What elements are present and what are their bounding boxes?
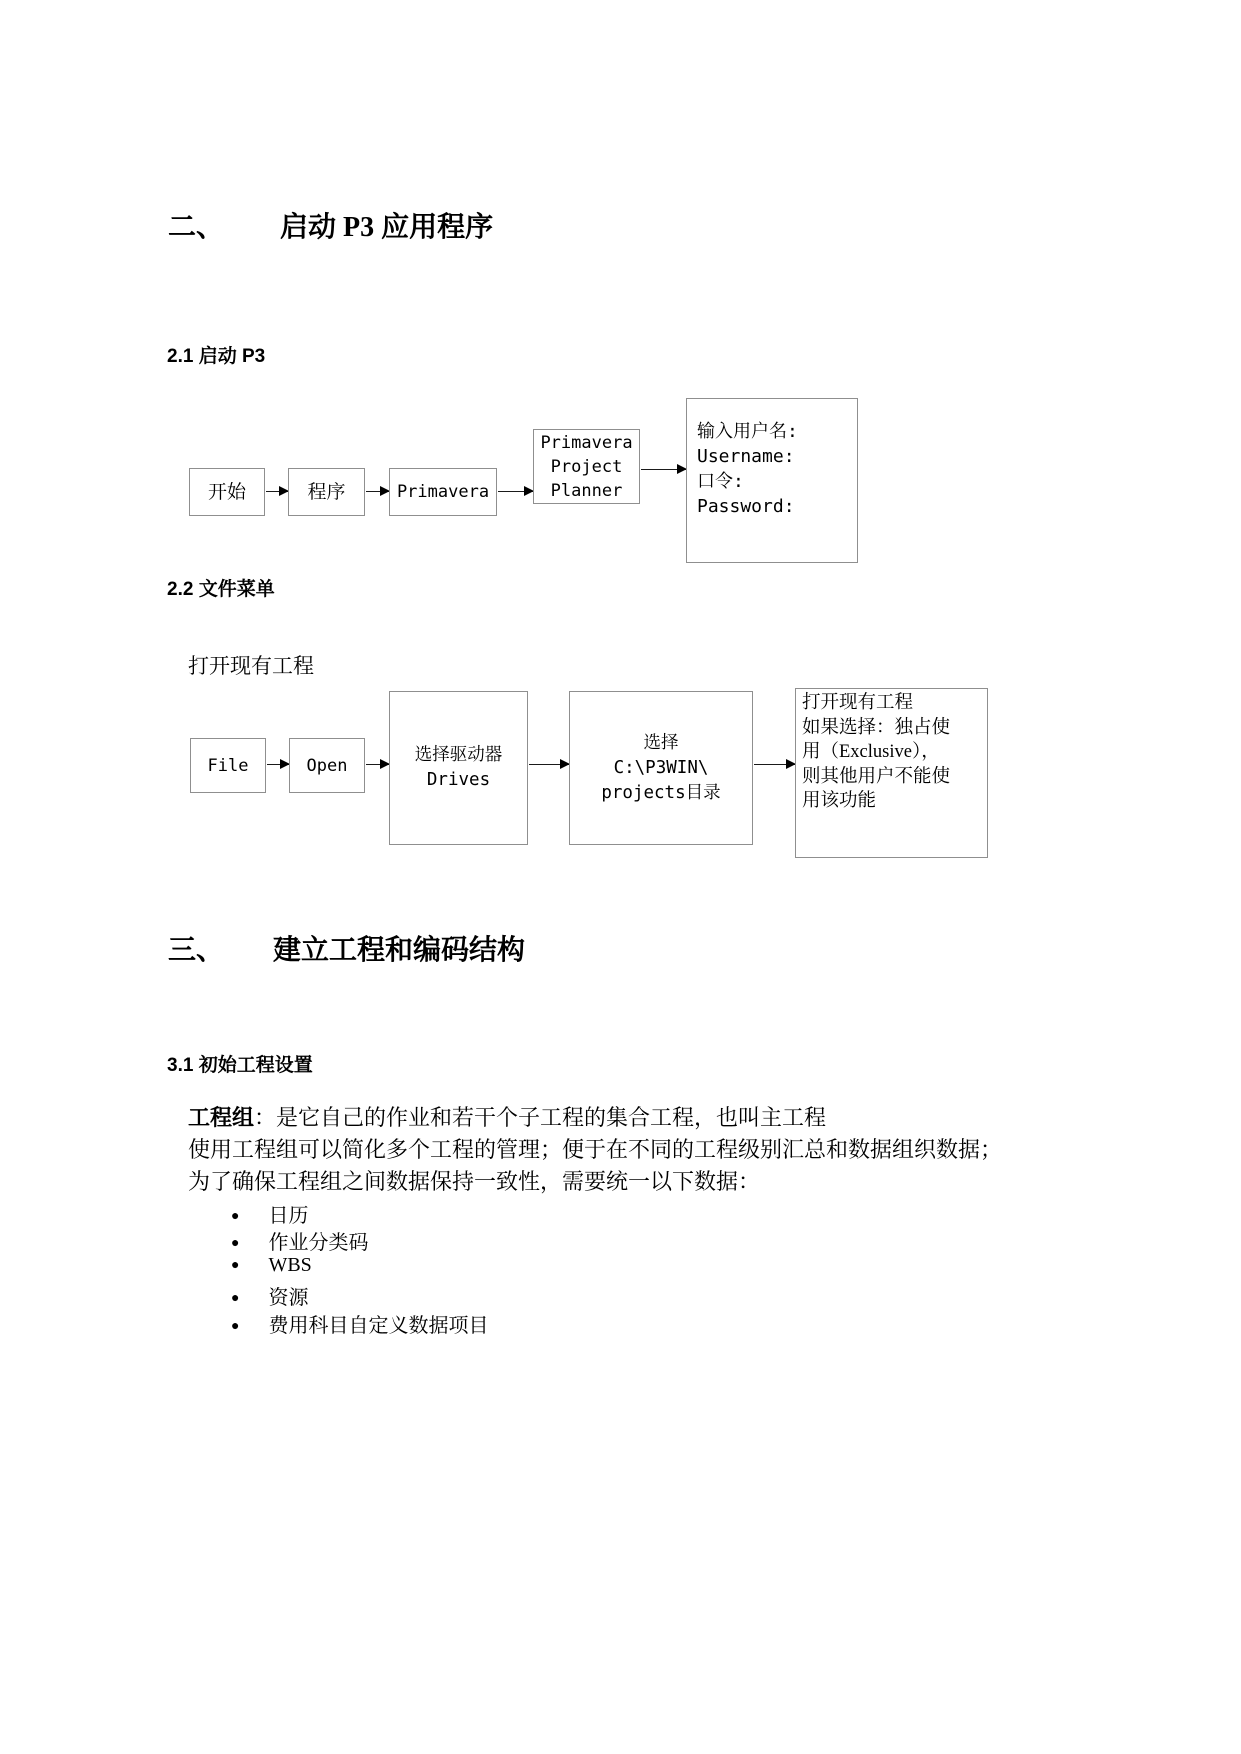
- paragraph-line: 为了确保工程组之间数据保持一致性，需要统一以下数据：: [188, 1169, 761, 1194]
- subsection-heading-2-2: 2.2 文件菜单: [167, 579, 275, 600]
- paragraph-line: 工程组：是它自己的作业和若干个子工程的集合工程，也叫主工程: [188, 1105, 827, 1130]
- arrow-right-icon: [366, 764, 389, 765]
- box-text-line: Password:: [697, 496, 795, 517]
- section-heading-3: [168, 928, 525, 968]
- bullet-text: 资源: [268, 1287, 309, 1310]
- flowchart-box-programs: [288, 468, 365, 516]
- arrow-right-icon: [498, 491, 533, 492]
- flowchart-box-drives: [389, 691, 528, 845]
- flowchart-box-start: [189, 468, 265, 516]
- bullet-list: [231, 1199, 488, 1336]
- term-project-group: 工程组: [188, 1105, 255, 1130]
- list-item: [231, 1309, 488, 1336]
- flowchart-box-directory: [569, 691, 753, 845]
- bullet-icon: ●: [231, 1257, 240, 1273]
- box-text-line: 输入用户名:: [697, 421, 798, 442]
- flowchart-box-exclusive-note: [795, 688, 988, 858]
- box-text-line: Primavera: [540, 432, 633, 453]
- paragraph-open-project: 打开现有工程: [188, 654, 314, 678]
- paragraph-project-group: [188, 1102, 1002, 1198]
- list-item: [231, 1281, 488, 1308]
- paragraph-line: 使用工程组可以简化多个工程的管理；便于在不同的工程级别汇总和数据组织数据；: [188, 1137, 1003, 1162]
- section-heading-2: [168, 205, 493, 245]
- list-item: [231, 1199, 488, 1226]
- box-text-line: projects目录: [601, 782, 721, 803]
- arrow-right-icon: [641, 469, 686, 470]
- section-number: 三、: [168, 935, 225, 966]
- flowchart-box-primavera: [389, 468, 497, 516]
- list-item: [231, 1254, 488, 1281]
- flowchart-box-open: [289, 738, 365, 793]
- bullet-icon: ●: [231, 1236, 240, 1252]
- box-text-line: 则其他用户不能使: [802, 766, 951, 787]
- bullet-icon: ●: [231, 1318, 240, 1334]
- section-title: 建立工程和编码结构: [273, 935, 526, 966]
- box-text-line: 程序: [307, 481, 346, 503]
- bullet-text: 日历: [268, 1205, 309, 1227]
- box-text-line: Open: [306, 755, 348, 776]
- section-number: 二、: [168, 212, 225, 243]
- box-text-line: 如果选择：独占使: [802, 717, 951, 738]
- box-text-line: Drives: [426, 770, 491, 790]
- bullet-text: 费用科目自定义数据项目: [268, 1314, 489, 1337]
- box-text-line: 开始: [207, 481, 246, 503]
- box-text-line: Project: [550, 456, 623, 477]
- box-text-line: 用该功能: [802, 791, 877, 811]
- arrow-right-icon: [267, 764, 289, 765]
- box-text-line: 打开现有工程: [802, 693, 914, 713]
- section-title: 启动 P3 应用程序: [280, 212, 494, 243]
- arrow-right-icon: [366, 491, 389, 492]
- subsection-heading-3-1: 3.1 初始工程设置: [167, 1055, 313, 1076]
- bullet-icon: ●: [231, 1291, 240, 1307]
- box-text-line: Username:: [697, 446, 795, 467]
- flowchart-box-planner: [533, 429, 640, 504]
- flowchart-box-file: [190, 738, 266, 793]
- list-item: [231, 1226, 488, 1253]
- box-text-line: Planner: [550, 480, 623, 501]
- arrow-right-icon: [754, 764, 795, 765]
- bullet-icon: ●: [231, 1209, 240, 1224]
- arrow-right-icon: [529, 764, 569, 765]
- subsection-heading-2-1: 2.1 启动 P3: [167, 346, 266, 367]
- box-text-line: 选择: [643, 732, 679, 753]
- box-text-line: Primavera: [396, 482, 490, 502]
- bullet-text: 作业分类码: [268, 1232, 369, 1255]
- box-text-line: C:\P3WIN\: [613, 757, 709, 778]
- flowchart-box-login: [686, 398, 858, 563]
- arrow-right-icon: [266, 491, 288, 492]
- box-text-line: File: [207, 755, 249, 776]
- box-text-line: 口令:: [697, 471, 744, 492]
- box-text-line: 用（Exclusive），: [802, 742, 940, 762]
- bullet-text: WBS: [268, 1253, 312, 1276]
- box-text-line: 选择驱动器: [414, 745, 503, 765]
